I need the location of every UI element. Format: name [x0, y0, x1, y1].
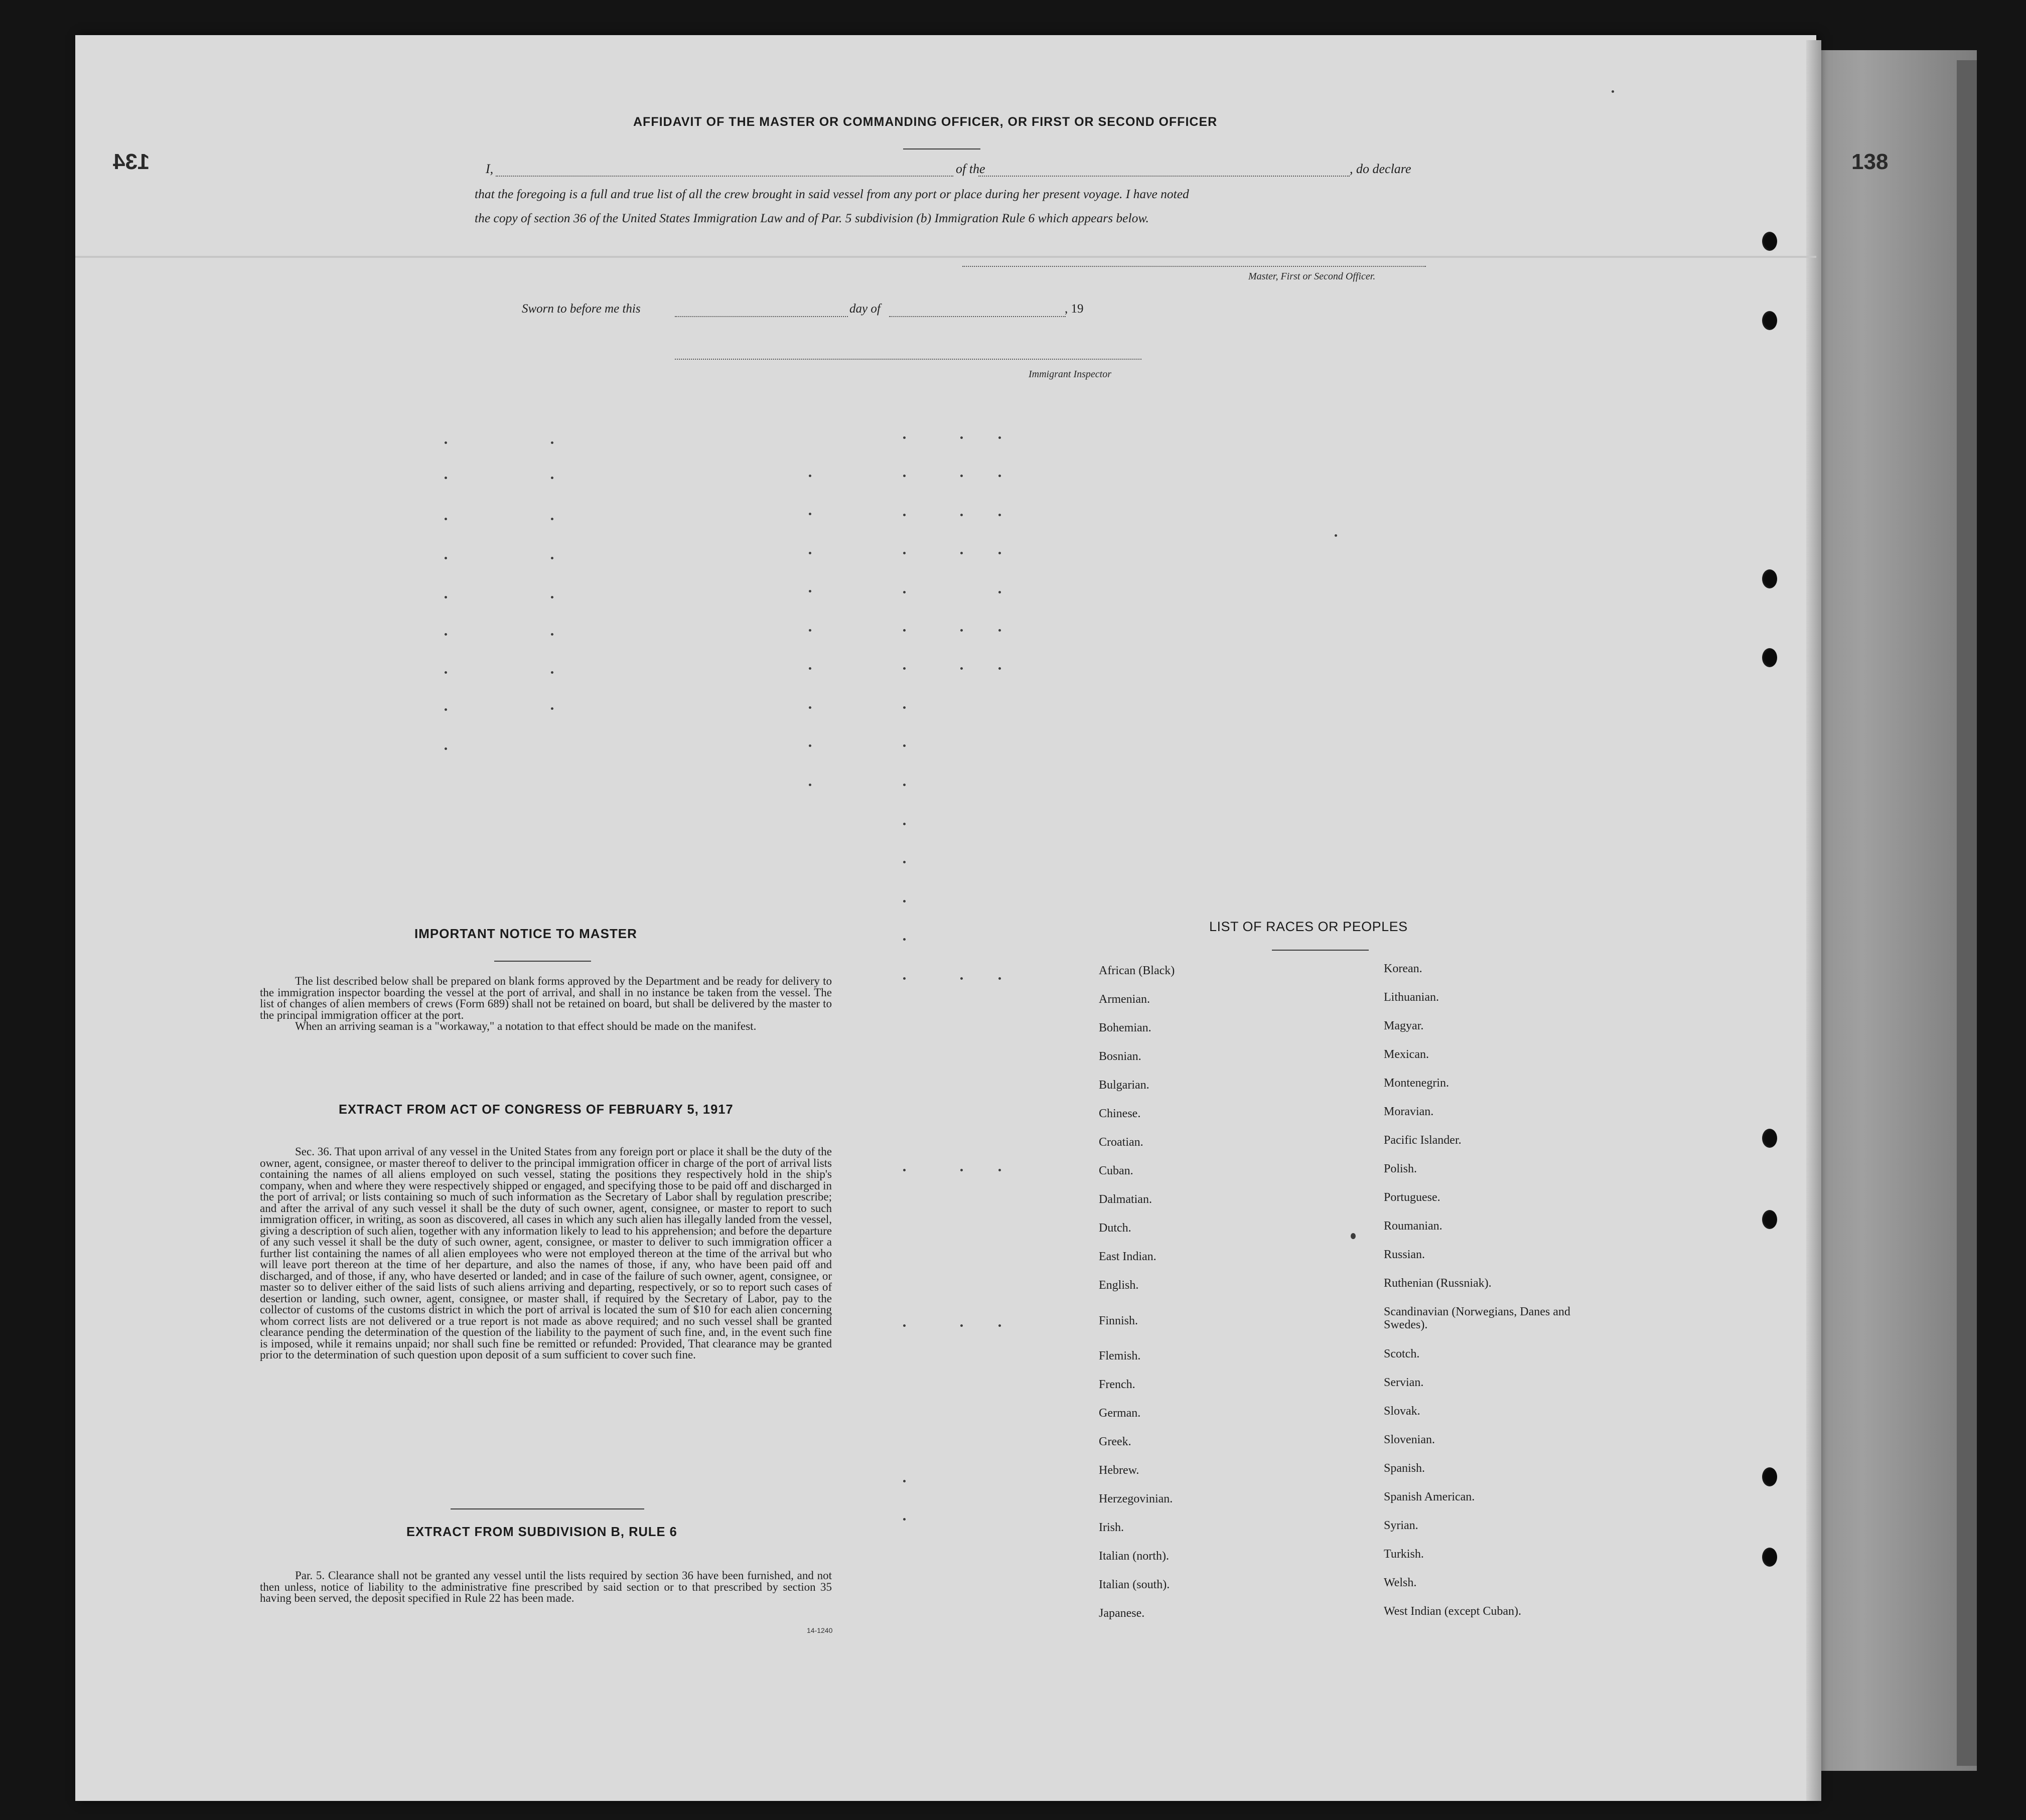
binder-hole: [1762, 569, 1777, 588]
race-item: Montenegrin.: [1384, 1077, 1449, 1090]
speck: [960, 1324, 963, 1327]
sworn-month-field[interactable]: [889, 316, 1066, 317]
race-item: Welsh.: [1384, 1576, 1417, 1589]
speck: [445, 671, 447, 674]
speck: [903, 1518, 906, 1521]
race-item: Greek.: [1099, 1435, 1131, 1448]
notice-rule: [494, 961, 591, 962]
speck: [445, 557, 447, 559]
speck: [551, 596, 553, 598]
sheet-edge: [1806, 40, 1821, 1801]
speck: [903, 591, 906, 593]
race-item: Flemish.: [1099, 1349, 1141, 1362]
race-item: Korean.: [1384, 962, 1422, 975]
master-caption: Master, First or Second Officer.: [1248, 271, 1376, 282]
rule-extract-paragraph: Par. 5. Clearance shall not be granted any vessel until the lists required by section 36 have been furnished, and not then unless, notice of liability to the administrative fine prescribed by said section or to that prescribed by section 35 having been served, the deposit specified in Rule 22 has been made.: [260, 1569, 832, 1604]
speck: [1612, 90, 1614, 93]
race-item: Spanish.: [1384, 1462, 1425, 1475]
binder-hole: [1762, 1548, 1777, 1567]
affidavit-line1-start: I,: [486, 162, 494, 176]
speck: [551, 441, 553, 444]
race-item: West Indian (except Cuban).: [1384, 1605, 1521, 1618]
race-item: Hebrew.: [1099, 1464, 1139, 1477]
affidavit-name-field[interactable]: [496, 176, 953, 177]
speck: [445, 477, 447, 479]
speck: [903, 436, 906, 439]
notice-paragraph-1: The list described below shall be prepared on blank forms approved by the Department and be ready for delivery to the immigration inspector boarding the vessel at the port of arrival, and shall in no instance be taken from the vessel. The list of changes of alien members of crews (Form 689) shall not be retained on board, but shall be delivered by the master to the principal immigration officer at the port.: [260, 975, 832, 1021]
race-item: Chinese.: [1099, 1107, 1141, 1120]
notice-text: [260, 976, 832, 1032]
speck: [903, 938, 906, 941]
speck: [903, 823, 906, 825]
binder-hole: [1762, 232, 1777, 251]
speck: [960, 552, 963, 554]
speck: [809, 629, 811, 632]
act-extract-text: [260, 1146, 832, 1361]
sworn-start: Sworn to before me this: [522, 302, 641, 316]
race-item: Turkish.: [1384, 1548, 1424, 1561]
speck: [551, 671, 553, 674]
sheet-fold: [75, 256, 1816, 258]
speck: [903, 1169, 906, 1171]
rule-extract-text: [260, 1570, 832, 1604]
affidavit-line3: the copy of section 36 of the United States Immigration Law and of Par. 5 subdivision (b) Immigration Rule 6 which appears below.: [475, 211, 1149, 225]
affidavit-heading-rule: [903, 148, 980, 149]
race-item: Scandinavian (Norwegians, Danes and Swedes).: [1384, 1305, 1570, 1331]
binder-hole: [1762, 1467, 1777, 1486]
speck: [445, 633, 447, 636]
speck: [998, 591, 1001, 593]
race-item: Italian (south).: [1099, 1578, 1170, 1591]
speck: [809, 590, 811, 592]
speck: [809, 784, 811, 786]
speck: [998, 1169, 1001, 1171]
race-item: English.: [1099, 1279, 1139, 1292]
speck: [551, 477, 553, 479]
speck: [903, 744, 906, 747]
speck: [960, 475, 963, 477]
affidavit-line1-end: , do declare: [1350, 162, 1411, 176]
speck: [998, 514, 1001, 516]
speck: [903, 1480, 906, 1482]
speck: [960, 667, 963, 670]
speck: [809, 475, 811, 477]
race-item: German.: [1099, 1407, 1141, 1420]
race-item: Dutch.: [1099, 1222, 1131, 1235]
race-item: Slovak.: [1384, 1405, 1420, 1418]
race-item: Lithuanian.: [1384, 991, 1439, 1004]
speck: [551, 518, 553, 520]
act-extract-rule: [451, 1508, 644, 1509]
speck: [445, 708, 447, 711]
speck: [960, 436, 963, 439]
race-item: Russian.: [1384, 1248, 1425, 1261]
binder-hole: [1762, 648, 1777, 667]
race-item: Portuguese.: [1384, 1191, 1440, 1204]
speck: [960, 1169, 963, 1171]
master-signature-field[interactable]: [962, 266, 1426, 267]
notice-paragraph-2: When an arriving seaman is a "workaway," a notation to that effect should be made on the manifest.: [295, 1020, 757, 1032]
notice-heading: IMPORTANT NOTICE TO MASTER: [414, 926, 637, 941]
speck: [998, 977, 1001, 980]
speck: [809, 513, 811, 515]
speck: [1351, 1233, 1356, 1239]
speck: [903, 552, 906, 554]
speck: [960, 977, 963, 980]
race-item: Italian (north).: [1099, 1550, 1169, 1563]
speck: [809, 667, 811, 670]
race-item: Spanish American.: [1384, 1490, 1475, 1503]
race-item: African (Black): [1099, 964, 1175, 977]
sworn-day-field[interactable]: [675, 316, 848, 317]
race-item: Cuban.: [1099, 1164, 1133, 1177]
speck: [809, 744, 811, 747]
race-item: Croatian.: [1099, 1136, 1143, 1149]
rule-extract-heading: EXTRACT FROM SUBDIVISION B, RULE 6: [406, 1525, 677, 1539]
race-item: Irish.: [1099, 1521, 1124, 1534]
speck: [998, 475, 1001, 477]
affidavit-line2: that the foregoing is a full and true list of all the crew brought in said vessel from any port or place during her present voyage. I have noted: [475, 187, 1189, 201]
speck: [551, 707, 553, 710]
speck: [998, 667, 1001, 670]
binder-hole: [1762, 311, 1777, 330]
speck: [903, 861, 906, 863]
inspector-caption: Immigrant Inspector: [1029, 369, 1111, 380]
race-item: Slovenian.: [1384, 1433, 1435, 1446]
race-item: Magyar.: [1384, 1019, 1424, 1032]
speck: [551, 557, 553, 559]
form-number: 14-1240: [807, 1626, 833, 1634]
affidavit-line1-mid: of the: [956, 162, 985, 176]
binder-hole: [1762, 1129, 1777, 1148]
page-number-left: 134: [113, 149, 150, 174]
sworn-end: , 19: [1065, 302, 1084, 316]
speck: [903, 514, 906, 516]
speck: [998, 436, 1001, 439]
race-item: Herzegovinian.: [1099, 1492, 1173, 1505]
speck: [903, 629, 906, 632]
speck: [903, 667, 906, 670]
speck: [903, 706, 906, 709]
speck: [998, 1324, 1001, 1327]
speck: [903, 1324, 906, 1327]
speck: [903, 977, 906, 980]
race-item: Moravian.: [1384, 1105, 1434, 1118]
speck: [445, 441, 447, 444]
affidavit-vessel-field[interactable]: [978, 176, 1350, 177]
inspector-signature-field[interactable]: [675, 359, 1141, 360]
race-item: Servian.: [1384, 1376, 1424, 1389]
race-item: French.: [1099, 1378, 1135, 1391]
race-item: Armenian.: [1099, 993, 1150, 1006]
speck: [1335, 534, 1337, 537]
speck: [445, 747, 447, 750]
race-item: Finnish.: [1099, 1314, 1138, 1327]
speck: [809, 552, 811, 554]
binder-hole: [1762, 1210, 1777, 1229]
document-sheet: [75, 35, 1816, 1801]
race-item: Polish.: [1384, 1162, 1417, 1175]
speck: [998, 629, 1001, 632]
speck: [809, 706, 811, 709]
speck: [551, 633, 553, 636]
speck: [998, 552, 1001, 554]
races-heading: LIST OF RACES OR PEOPLES: [1209, 919, 1408, 934]
affidavit-heading: AFFIDAVIT OF THE MASTER OR COMMANDING OFFICER, OR FIRST OR SECOND OFFICER: [633, 115, 1218, 129]
speck: [445, 518, 447, 520]
binder-edge: [1957, 60, 1977, 1766]
race-item: Scotch.: [1384, 1347, 1420, 1360]
sworn-mid: day of: [849, 302, 881, 316]
speck: [903, 784, 906, 786]
speck: [445, 596, 447, 598]
race-item: Bulgarian.: [1099, 1079, 1149, 1092]
speck: [903, 475, 906, 477]
race-item: Roumanian.: [1384, 1220, 1442, 1233]
race-item: East Indian.: [1099, 1250, 1156, 1263]
race-item: Syrian.: [1384, 1519, 1418, 1532]
page-number-right: 138: [1851, 149, 1889, 174]
speck: [903, 900, 906, 902]
race-item: Mexican.: [1384, 1048, 1429, 1061]
race-item: Dalmatian.: [1099, 1193, 1152, 1206]
act-extract-paragraph: Sec. 36. That upon arrival of any vessel in the United States from any foreign port or place it shall be the duty of the owner, agent, consignee, or master thereof to deliver to the principal immigration officer in charge of the port of arrival lists containing the names of all aliens employed on such vessel, stating the positions they respectively hold in the ship's company, when and where they were respectively shipped or engaged, and specifying those to be paid off and discharged in the port of arrival; or lists containing so much of such information as the Secretary of Labor shall by regulation prescribe; and after the arrival of any such vessel it shall be the duty of such owner, agent, consignee, or master to report to such immigration officer, in writing, as soon as discovered, all cases in which any such alien has illegally landed from the vessel, giving a description of such alien, together with any information likely to lead to his apprehension; and before the departure of any such vessel it shall be the duty of such owner, agent, consignee, or master to deliver to such immigration officer a further list containing the names of all alien employees who were not employed thereon at the time of the arrival but who will leave port thereon at the time of her departure, and also the names of those, if any, who have been paid off and discharged, and of those, if any, who have deserted or landed; and in case of the failure of such owner, agent, consignee, or master so to deliver either of the said lists of such aliens arriving and departing, respectively, or so to report such cases of desertion or landing, such owner, agent, consignee, or master shall, if required by the Secretary of Labor, pay to the collector of customs of the customs district in which the port of arrival is located the sum of $10 for each alien concerning whom correct lists are not delivered or a true report is not made as above required; and no such vessel shall be granted clearance pending the determination of the question of the liability to the payment of such fine, and, in the event such fine is imposed, while it remains unpaid; nor shall such fine be remitted or refunded: Provided, That clearance may be granted prior to the determination of such question upon deposit of a sum sufficient to cover such fine.: [260, 1145, 832, 1361]
races-rule: [1272, 950, 1369, 951]
race-item: Ruthenian (Russniak).: [1384, 1277, 1492, 1290]
race-item: Pacific Islander.: [1384, 1134, 1462, 1147]
act-extract-heading: EXTRACT FROM ACT OF CONGRESS OF FEBRUARY 5, 1917: [339, 1103, 734, 1117]
race-item: Bosnian.: [1099, 1050, 1141, 1063]
speck: [960, 514, 963, 516]
race-item: Japanese.: [1099, 1607, 1145, 1620]
speck: [960, 629, 963, 632]
race-item: Bohemian.: [1099, 1021, 1151, 1034]
